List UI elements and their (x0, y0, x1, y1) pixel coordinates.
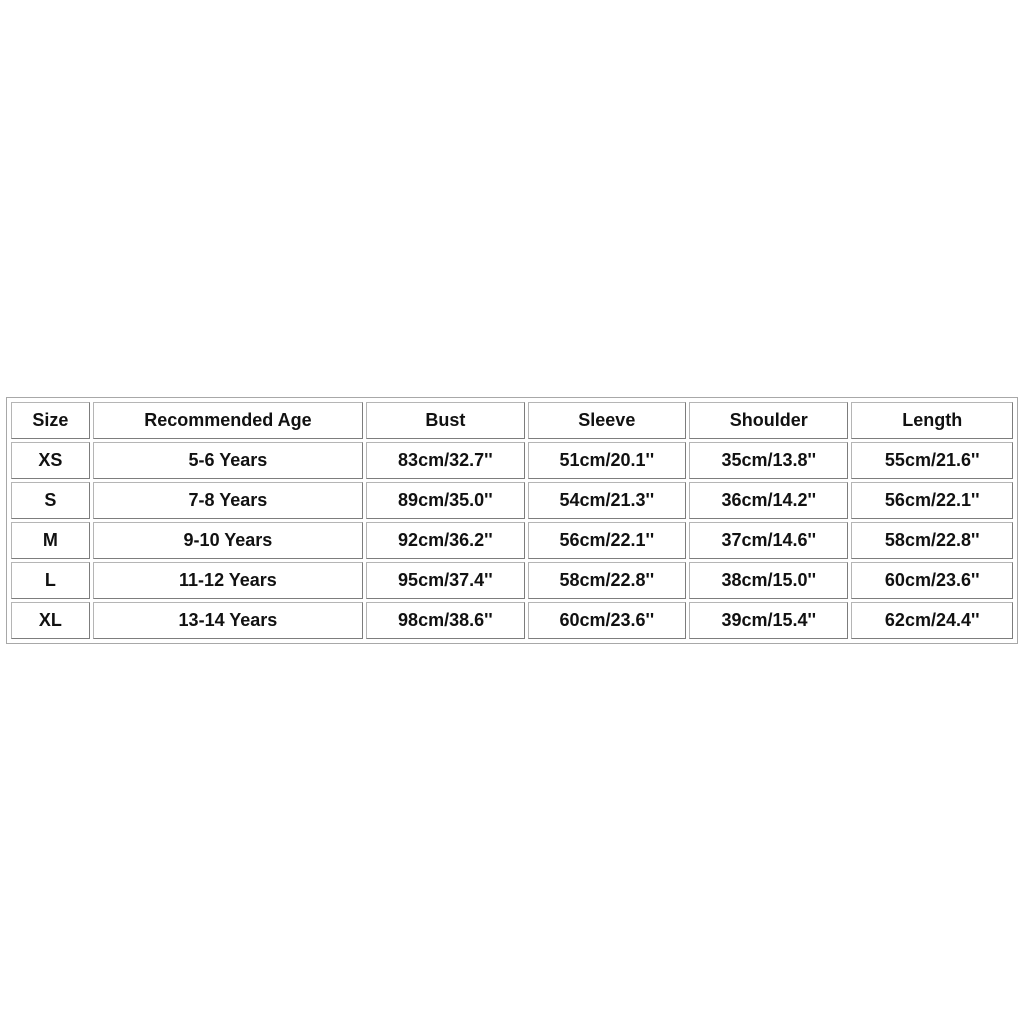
cell-length: 55cm/21.6'' (851, 442, 1013, 479)
size-chart-table (7, 398, 1017, 643)
cell-recommended-age: 7-8 Years (93, 482, 363, 519)
cell-recommended-age: 11-12 Years (93, 562, 363, 599)
cell-bust: 98cm/38.6'' (366, 602, 524, 639)
cell-bust: 95cm/37.4'' (366, 562, 524, 599)
header-shoulder: Shoulder (689, 402, 848, 439)
header-length: Length (851, 402, 1013, 439)
cell-length: 58cm/22.8'' (851, 522, 1013, 559)
cell-shoulder: 36cm/14.2'' (689, 482, 848, 519)
cell-bust: 83cm/32.7'' (366, 442, 524, 479)
table-row (11, 522, 1013, 559)
cell-recommended-age: 13-14 Years (93, 602, 363, 639)
cell-recommended-age: 9-10 Years (93, 522, 363, 559)
table-row (11, 482, 1013, 519)
cell-size: XL (11, 602, 90, 639)
header-bust: Bust (366, 402, 524, 439)
cell-shoulder: 35cm/13.8'' (689, 442, 848, 479)
cell-sleeve: 58cm/22.8'' (528, 562, 686, 599)
cell-size: XS (11, 442, 90, 479)
cell-shoulder: 38cm/15.0'' (689, 562, 848, 599)
header-size: Size (11, 402, 90, 439)
cell-size: L (11, 562, 90, 599)
cell-bust: 92cm/36.2'' (366, 522, 524, 559)
header-recommended-age: Recommended Age (93, 402, 363, 439)
cell-size: M (11, 522, 90, 559)
table-row (11, 602, 1013, 639)
table-row (11, 562, 1013, 599)
cell-sleeve: 54cm/21.3'' (528, 482, 686, 519)
cell-sleeve: 60cm/23.6'' (528, 602, 686, 639)
cell-bust: 89cm/35.0'' (366, 482, 524, 519)
cell-recommended-age: 5-6 Years (93, 442, 363, 479)
size-chart (6, 397, 1018, 644)
table-row (11, 442, 1013, 479)
cell-shoulder: 39cm/15.4'' (689, 602, 848, 639)
cell-size: S (11, 482, 90, 519)
cell-sleeve: 51cm/20.1'' (528, 442, 686, 479)
header-sleeve: Sleeve (528, 402, 686, 439)
cell-length: 56cm/22.1'' (851, 482, 1013, 519)
cell-sleeve: 56cm/22.1'' (528, 522, 686, 559)
cell-length: 60cm/23.6'' (851, 562, 1013, 599)
cell-shoulder: 37cm/14.6'' (689, 522, 848, 559)
header-row (11, 402, 1013, 439)
cell-length: 62cm/24.4'' (851, 602, 1013, 639)
